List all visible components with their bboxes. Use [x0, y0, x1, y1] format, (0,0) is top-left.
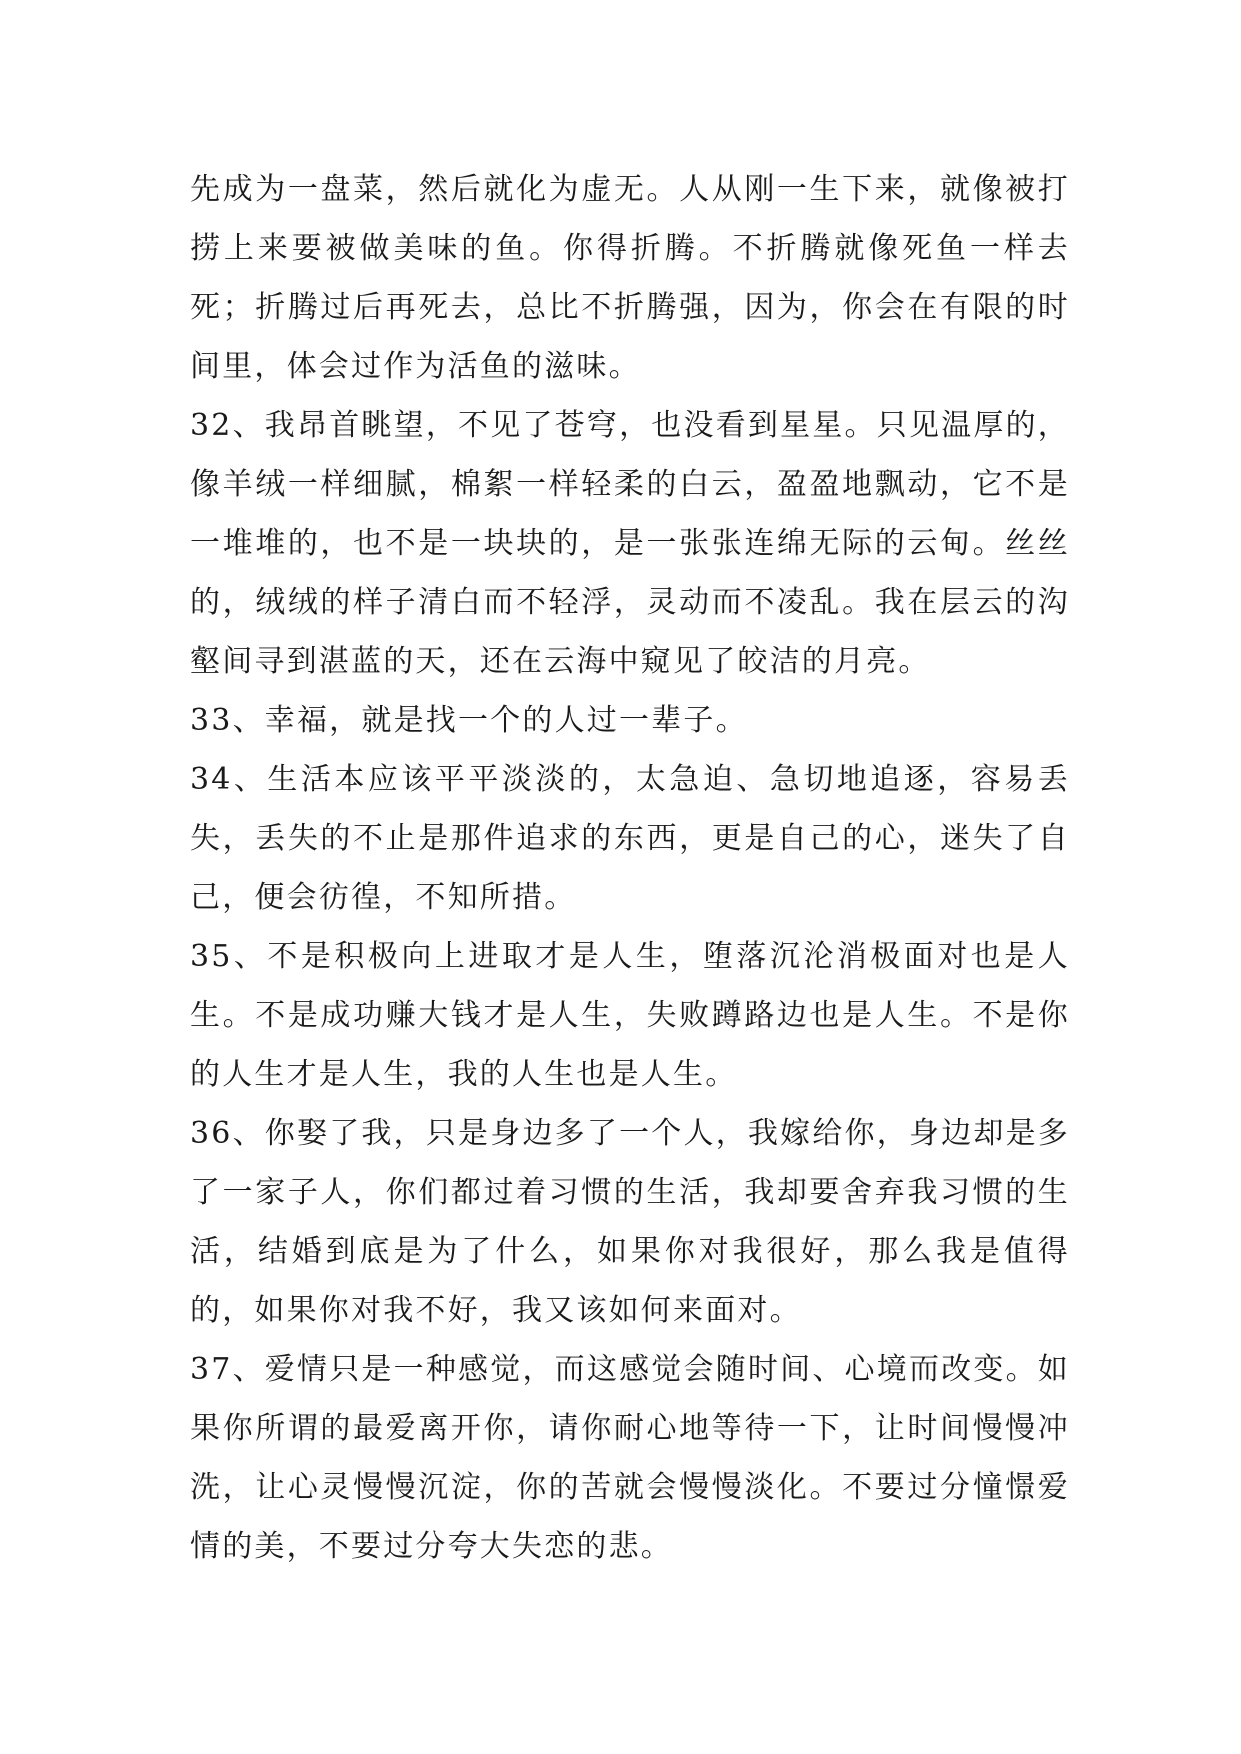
paragraph-35: 35、不是积极向上进取才是人生，堕落沉沦消极面对也是人生。不是成功赚大钱才是人生，失败蹲路边也是人生。不是你的人生才是人生，我的人生也是人生。	[190, 939, 1070, 1092]
paragraph-34: 34、生活本应该平平淡淡的，太急迫、急切地追逐，容易丢失，丢失的不止是那件追求的东西，更是自己的心，迷失了自己，便会彷徨，不知所措。	[190, 762, 1070, 915]
paragraph-32: 32、我昂首眺望，不见了苍穹，也没看到星星。只见温厚的，像羊绒一样细腻，棉絮一样轻柔的白云，盈盈地飘动，它不是一堆堆的，也不是一块块的，是一张张连绵无际的云甸。丝丝的，绒绒的样子清白而不轻浮，灵动而不凌乱。我在层云的沟壑间寻到湛蓝的天，还在云海中窥见了皎洁的月亮。	[190, 408, 1070, 679]
paragraph-continuation: 先成为一盘菜，然后就化为虚无。人从刚一生下来，就像被打捞上来要被做美味的鱼。你得折腾。不折腾就像死鱼一样去死；折腾过后再死去，总比不折腾强，因为，你会在有限的时间里，体会过作为活鱼的滋味。	[190, 172, 1070, 384]
document-body	[190, 160, 1070, 1576]
paragraph-36: 36、你娶了我，只是身边多了一个人，我嫁给你，身边却是多了一家子人，你们都过着习惯的生活，我却要舍弃我习惯的生活，结婚到底是为了什么，如果你对我很好，那么我是值得的，如果你对我不好，我又该如何来面对。	[190, 1116, 1070, 1328]
paragraph-33: 33、幸福，就是找一个的人过一辈子。	[190, 703, 748, 738]
paragraph-37: 37、爱情只是一种感觉，而这感觉会随时间、心境而改变。如果你所谓的最爱离开你，请你耐心地等待一下，让时间慢慢冲洗，让心灵慢慢沉淀，你的苦就会慢慢淡化。不要过分憧憬爱情的美，不要过分夸大失恋的悲。	[190, 1352, 1070, 1564]
